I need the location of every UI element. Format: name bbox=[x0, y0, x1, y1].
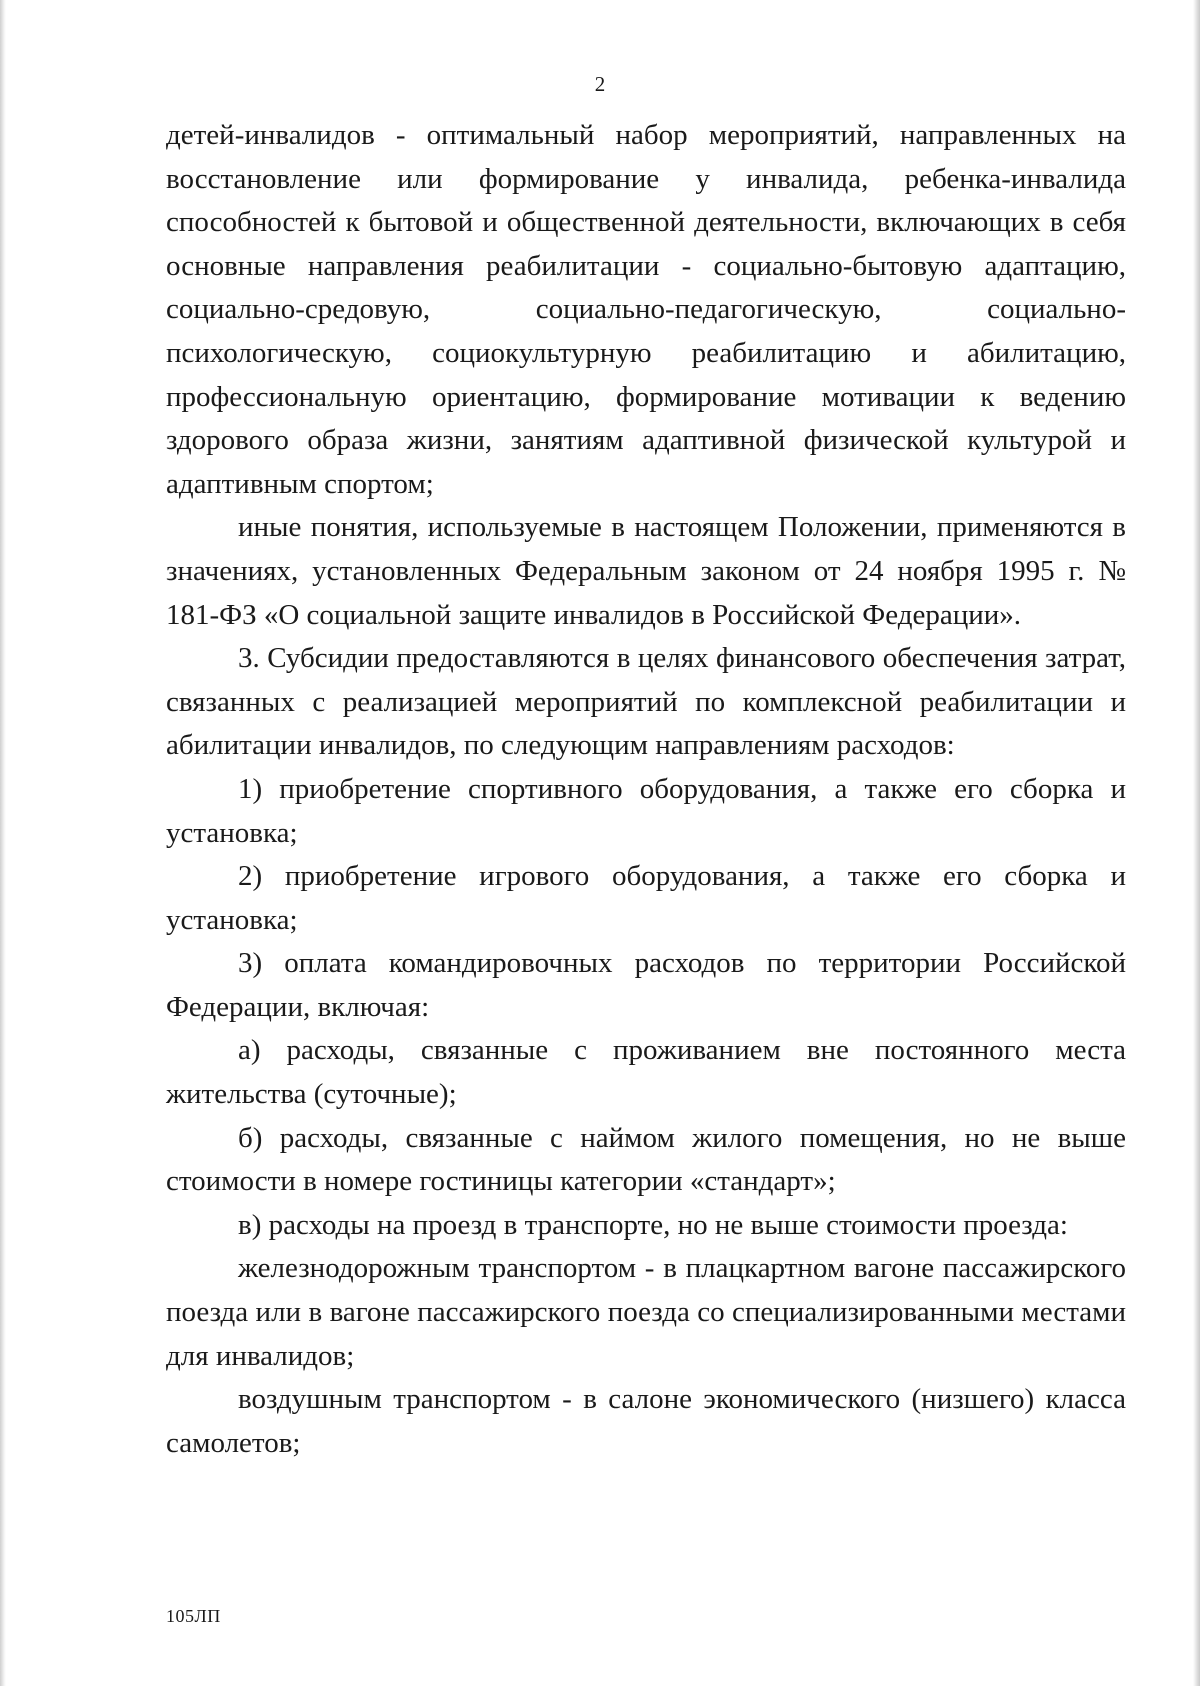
document-body bbox=[166, 114, 1126, 1465]
list-item-a-daily-allowance: а) расходы, связанные с проживанием вне постоянного места жительства (суточные); bbox=[166, 1034, 1126, 1111]
list-item-1-sport-equipment: 1) приобретение спортивного оборудования, а также его сборка и установка; bbox=[166, 772, 1126, 849]
list-item-v-transport: в) расходы на проезд в транспорте, но не выше стоимости проезда: bbox=[238, 1208, 1068, 1241]
footer-document-code: 105ЛП bbox=[166, 1606, 221, 1626]
paragraph-other-terms: иные понятия, используемые в настоящем Положении, применяются в значениях, установленных Федеральным законом от 24 ноября 1995 г. № 181-ФЗ «О социальной защите инвалидов в Российской Федерации». bbox=[166, 511, 1126, 631]
page-number: 2 bbox=[594, 72, 606, 96]
paragraph-item-3-subsidies: 3. Субсидии предоставляются в целях финансового обеспечения затрат, связанных с реализацией мероприятий по комплексной реабилитации и абилитации инвалидов, по следующим направлениям расходов: bbox=[166, 642, 1126, 762]
scan-edge-right bbox=[1193, 0, 1200, 1686]
list-item-b-accommodation: б) расходы, связанные с наймом жилого помещения, но не выше стоимости в номере гостиницы категории «стандарт»; bbox=[166, 1121, 1126, 1198]
paragraph-definition-continued: детей-инвалидов - оптимальный набор мероприятий, направленных на восстановление или формирование у инвалида, ребенка-инвалида способностей к бытовой и общественной деятельности, включающих в себя основные направления реабилитации - социально-бытовую адаптацию, социально-средовую, социально-педагогическую, социально-психологическую, социокультурную реабилитацию и абилитацию, профессиональную ориентацию, формирование мотивации к ведению здорового образа жизни, занятиям адаптивной физической культурой и адаптивным спортом; bbox=[166, 119, 1126, 500]
list-item-3-travel-expenses: 3) оплата командировочных расходов по территории Российской Федерации, включая: bbox=[166, 947, 1126, 1023]
transport-air: воздушным транспортом - в салоне экономического (низшего) класса самолетов; bbox=[166, 1383, 1126, 1459]
transport-railway: железнодорожным транспортом - в плацкартном вагоне пассажирского поезда или в вагоне пассажирского поезда со специализированными местами для инвалидов; bbox=[166, 1252, 1126, 1372]
scan-edge-left bbox=[0, 0, 6, 1686]
list-item-2-game-equipment: 2) приобретение игрового оборудования, а также его сборка и установка; bbox=[166, 860, 1126, 936]
